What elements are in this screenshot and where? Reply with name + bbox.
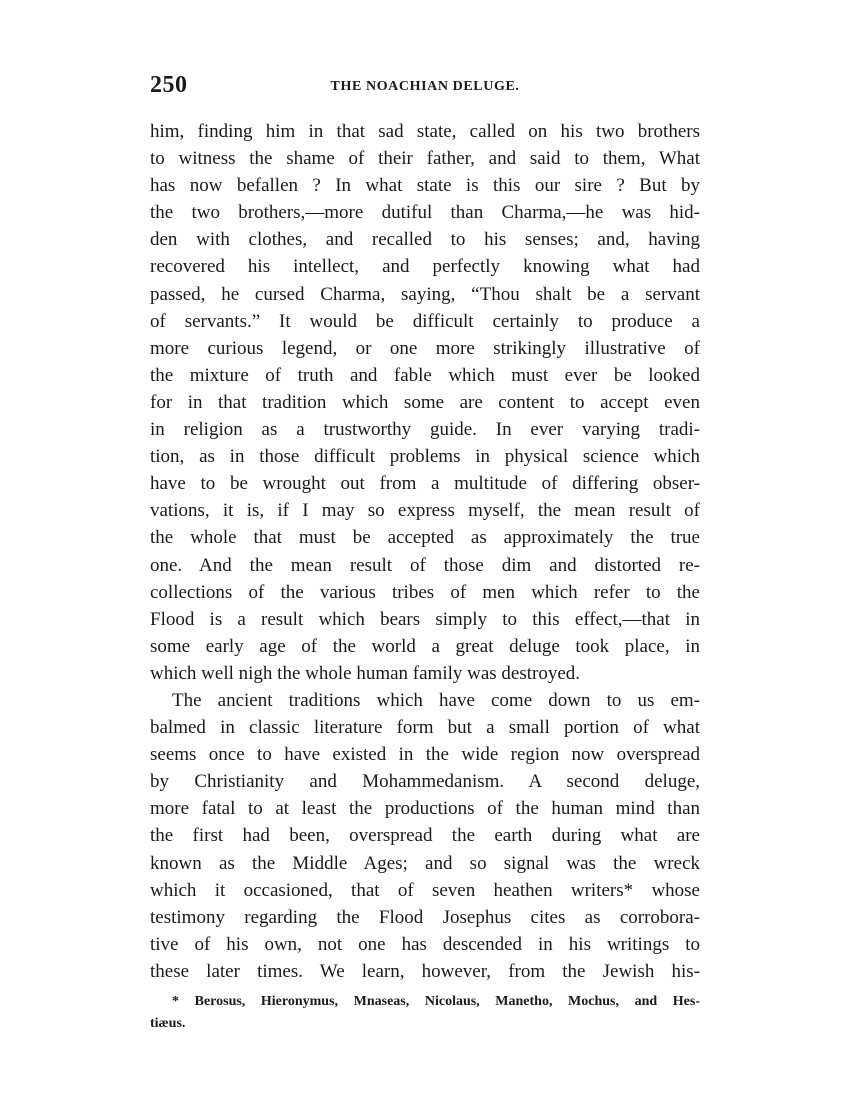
text-line: balmed in classic literature form but a small portion of what: [150, 717, 700, 739]
text-line: the whole that must be accepted as approximately the true: [150, 527, 700, 549]
text-line: Flood is a result which bears simply to this effect,—that in: [150, 608, 700, 630]
text-line: the two brothers,—more dutiful than Charma,—he was hid-: [150, 202, 700, 224]
footnote-line: * Berosus, Hieronymus, Mnaseas, Nicolaus, Manetho, Mochus, and Hes-: [172, 994, 700, 1009]
text-line: in religion as a trustworthy guide. In ever varying tradi-: [150, 419, 700, 441]
text-line: have to be wrought out from a multitude of differing obser-: [150, 473, 700, 495]
text-line: one. And the mean result of those dim and distorted re-: [150, 554, 700, 576]
paragraph-1: [150, 118, 700, 687]
text-line: The ancient traditions which have come down to us em-: [172, 689, 700, 711]
text-line: for in that tradition which some are content to accept even: [150, 391, 700, 413]
text-line: to witness the shame of their father, and said to them, What: [150, 148, 700, 170]
footnote-line: tiæus.: [150, 1016, 186, 1031]
text-line: the first had been, overspread the earth during what are: [150, 825, 700, 847]
text-line: more fatal to at least the productions of the human mind than: [150, 798, 700, 820]
text-line: him, finding him in that sad state, called on his two brothers: [150, 121, 700, 142]
text-line: seems once to have existed in the wide region now overspread: [150, 744, 700, 766]
text-line: recovered his intellect, and perfectly knowing what had: [150, 256, 700, 278]
text-line: passed, he cursed Charma, saying, “Thou shalt be a servant: [150, 283, 700, 305]
text-line: by Christianity and Mohammedanism. A second deluge,: [150, 771, 700, 793]
text-line: which it occasioned, that of seven heathen writers* whose: [150, 879, 700, 901]
text-line: tive of his own, not one has descended in his writings to: [150, 933, 700, 955]
text-line: of servants.” It would be difficult certainly to produce a: [150, 310, 700, 332]
text-line: has now befallen ? In what state is this our sire ? But by: [150, 175, 700, 197]
text-line: known as the Middle Ages; and so signal was the wreck: [150, 852, 700, 874]
page-header: [150, 72, 700, 104]
page-number: 250: [150, 72, 188, 98]
text-line: testimony regarding the Flood Josephus cites as corrobora-: [150, 906, 700, 928]
text-line: which well nigh the whole human family was destroyed.: [150, 662, 581, 684]
text-line: more curious legend, or one more strikingly illustrative of: [150, 337, 700, 359]
text-line: tion, as in those difficult problems in physical science which: [150, 446, 700, 468]
text-line: den with clothes, and recalled to his senses; and, having: [150, 229, 700, 251]
text-line: some early age of the world a great deluge took place, in: [150, 635, 700, 657]
body-text: [150, 118, 700, 985]
text-line: the mixture of truth and fable which must ever be looked: [150, 364, 700, 386]
running-head: THE NOACHIAN DELUGE.: [330, 79, 520, 94]
text-line: these later times. We learn, however, from the Jewish his-: [150, 960, 700, 982]
text-line: vations, it is, if I may so express myself, the mean result of: [150, 500, 700, 522]
paragraph-2: [150, 687, 700, 985]
text-line: collections of the various tribes of men which refer to the: [150, 581, 700, 603]
footnote: [150, 991, 700, 1035]
